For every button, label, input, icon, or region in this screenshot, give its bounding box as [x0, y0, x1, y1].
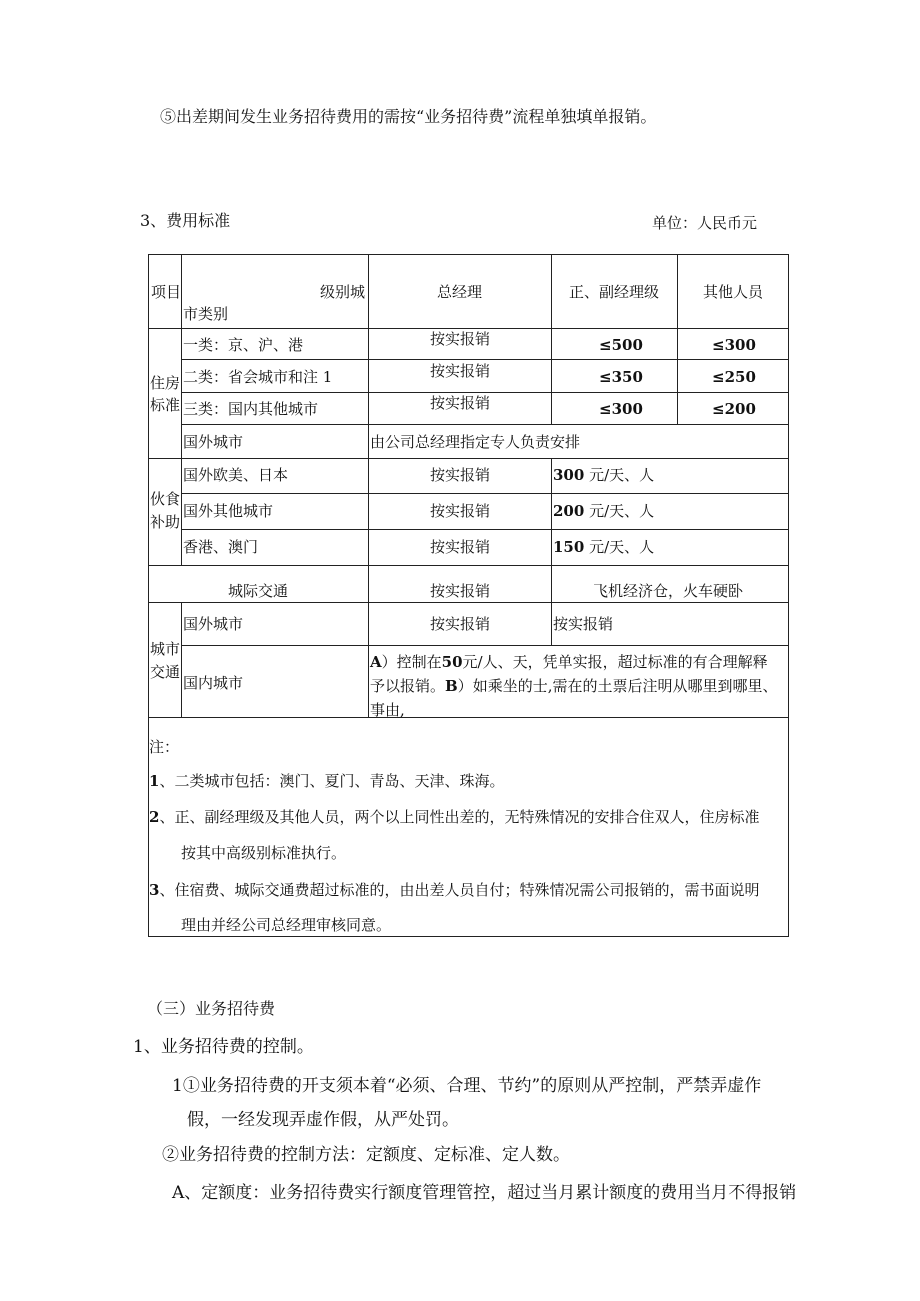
meal-gm-1: 按实报销 — [430, 466, 491, 484]
note-2-line-2: 按其中高级别标准执行。 — [181, 844, 347, 862]
housing-gm-3: 按实报销 — [430, 394, 491, 412]
intercity-label: 城际交通 — [228, 582, 289, 600]
rule-a-mark: A — [370, 653, 382, 671]
citytrans-label-2: 交通 — [150, 663, 181, 681]
header-level-city-top: 级别城 — [320, 283, 366, 301]
meal-city-3: 香港、澳门 — [183, 538, 259, 556]
biz-para-3: A、定额度：业务招待费实行额度管理管控，超过当月累计额度的费用当月不得报销 — [172, 1183, 797, 1203]
housing-deputy-1: ≤500 — [599, 336, 643, 354]
header-others: 其他人员 — [703, 283, 764, 301]
meal-amount-2-value: 200 — [553, 502, 585, 520]
meal-city-2: 国外其他城市 — [183, 502, 274, 520]
note-3-line-2: 理由并经公司总经理审核同意。 — [181, 916, 392, 934]
rule-b-text: ）如乘坐的士,需在的土票后注明从哪里到哪里、事由, — [370, 677, 778, 719]
housing-deputy-3: ≤300 — [599, 400, 643, 418]
meal-amount-2 — [553, 504, 654, 519]
meal-amount-3-value: 150 — [553, 538, 585, 556]
meal-amount-1-unit: 元/天、人 — [589, 466, 655, 484]
meal-label-2: 补助 — [150, 513, 181, 531]
rule-a-text-1: ）控制在 — [381, 653, 442, 671]
citytrans-foreign-city: 国外城市 — [183, 615, 244, 633]
meal-amount-2-unit: 元/天、人 — [589, 502, 655, 520]
note-1-num: 1 — [149, 772, 160, 790]
housing-deputy-2: ≤350 — [599, 368, 643, 386]
biz-para-1-line-2: 假，一经发现弄虚作假，从严处罚。 — [187, 1110, 459, 1130]
housing-others-1: ≤300 — [712, 336, 756, 354]
meal-amount-3 — [553, 540, 654, 555]
citytrans-foreign-rule: 按实报销 — [553, 615, 614, 633]
housing-label-2: 标准 — [150, 396, 181, 414]
citytrans-domestic-rule — [370, 650, 782, 722]
intercity-rule: 飞机经济仓，火车硬卧 — [593, 582, 744, 600]
meal-amount-3-unit: 元/天、人 — [589, 538, 655, 556]
citytrans-label-1: 城市 — [150, 640, 181, 658]
header-gm: 总经理 — [437, 283, 483, 301]
note-2-line-1 — [149, 806, 759, 827]
housing-foreign-city: 国外城市 — [183, 433, 244, 451]
intercity-gm: 按实报销 — [430, 582, 491, 600]
rule-b-mark: B — [445, 677, 458, 695]
header-level-city-bottom: 市类别 — [183, 305, 229, 323]
housing-foreign-rule: 由公司总经理指定专人负责安排 — [370, 433, 581, 451]
biz-para-2: ②业务招待费的控制方法：定额度、定标准、定人数。 — [162, 1145, 570, 1165]
housing-city-1: 一类：京、沪、港 — [183, 336, 304, 354]
rule-a-text-2: 元/人、天，凭单实报，超过标准的有合理解释予以报销。 — [370, 653, 768, 695]
housing-others-2: ≤250 — [712, 368, 756, 386]
note-2-text-a: 、正、副经理级及其他人员，两个以上同性出差的，无特殊情况的安排合住双人，住房标准 — [159, 808, 760, 826]
biz-heading: （三）业务招待费 — [147, 999, 276, 1018]
meal-amount-1 — [553, 468, 654, 483]
notes-title: 注： — [149, 738, 180, 756]
meal-city-1: 国外欧美、日本 — [183, 466, 289, 484]
housing-gm-1: 按实报销 — [430, 330, 491, 348]
housing-others-3: ≤200 — [712, 400, 756, 418]
note-2-num: 2 — [149, 808, 160, 826]
rule-a-amount: 50 — [441, 653, 463, 671]
meal-gm-2: 按实报销 — [430, 502, 491, 520]
intro-item-5: ⑤出差期间发生业务招待费用的需按“业务招待费”流程单独填单报销。 — [160, 107, 657, 126]
housing-city-3: 三类：国内其他城市 — [183, 400, 319, 418]
biz-item-1: 1、业务招待费的控制。 — [133, 1037, 314, 1057]
expense-standard-table — [148, 254, 789, 937]
housing-city-2: 二类：省会城市和注 1 — [183, 368, 333, 386]
header-project: 项目 — [151, 283, 182, 301]
citytrans-foreign-gm: 按实报销 — [430, 615, 491, 633]
note-3-num: 3 — [149, 881, 160, 899]
note-1 — [149, 770, 504, 791]
note-3-line-1 — [149, 879, 759, 900]
housing-gm-2: 按实报销 — [430, 362, 491, 380]
biz-para-1-line-1: 1①业务招待费的开支须本着“必须、合理、节约”的原则从严控制，严禁弄虚作 — [172, 1076, 762, 1096]
meal-gm-3: 按实报销 — [430, 538, 491, 556]
meal-amount-1-value: 300 — [553, 466, 585, 484]
housing-label-1: 住房 — [150, 374, 181, 392]
citytrans-domestic-city: 国内城市 — [183, 674, 244, 692]
note-3-text-a: 、住宿费、城际交通费超过标准的，由出差人员自付；特殊情况需公司报销的，需书面说明 — [159, 881, 760, 899]
note-1-text: 、二类城市包括：澳门、夏门、青岛、天津、珠海。 — [159, 772, 505, 790]
unit-label: 单位：人民币元 — [652, 214, 758, 232]
section-3-title: 3、费用标准 — [140, 211, 231, 230]
meal-label-1: 伙食 — [150, 490, 181, 508]
header-deputy: 正、副经理级 — [569, 283, 660, 301]
